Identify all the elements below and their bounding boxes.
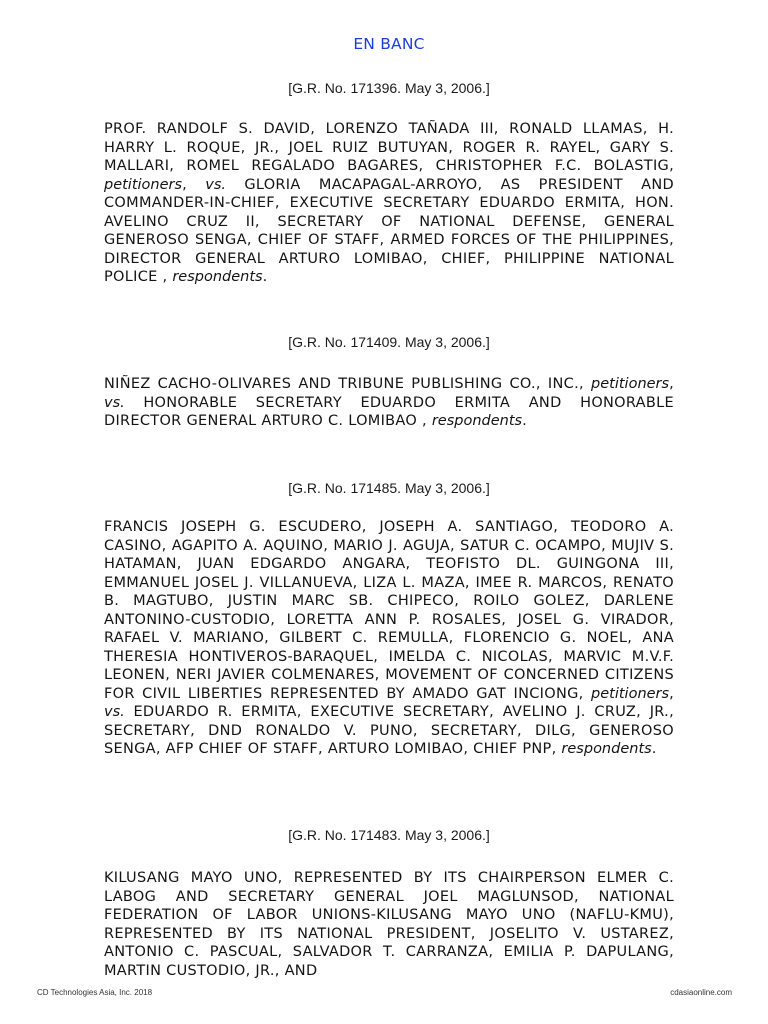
versus-label: vs.: [104, 704, 125, 720]
case-number: [G.R. No. 171409. May 3, 2006.]: [288, 334, 490, 350]
respondents-label: respondents: [172, 269, 263, 285]
petitioners-label: petitioners: [591, 685, 670, 702]
petitioners-names: FRANCIS JOSEPH G. ESCUDERO, JOSEPH A. SANTIAGO, TEODORO A. CASINO, AGAPITO A. AQUINO, MARIO J. AGUJA, SATUR C. OCAMPO, MUJIV S. HATAMAN, JUAN EDGARDO ANGARA, TEOFISTO DL. GUINGONA III, EMMANUEL JOSEL J. VILLANUEVA, LIZA L. MAZA, IMEE R. MARCOS, RENATO B. MAGTUBO, JUSTIN MARC SB. CHIPECO, ROILO GOLEZ, DARLENE ANTONINO-CUSTODIO, LORETTA ANN P. ROSALES, JOSEL G. VIRADOR, RAFAEL V. MARIANO, GILBERT C. REMULLA, FLORENCIO G. NOEL, ANA THERESIA HONTIVEROS-BARAQUEL, IMELDA C. NICOLAS, MARVIC M.V.F. LEONEN, NERI JAVIER COLMENARES, MOVEMENT OF CONCERNED CITIZENS FOR CIVIL LIBERTIES REPRESENTED BY AMADO GAT INCIONG,: [104, 519, 674, 702]
case-number: [G.R. No. 171485. May 3, 2006.]: [288, 480, 490, 496]
respondents-names: GLORIA MACAPAGAL-ARROYO, AS PRESIDENT AND COMMANDER-IN-CHIEF, EXECUTIVE SECRETARY EDUARDO ERMITA, HON. AVELINO CRUZ II, SECRETARY OF NATIONAL DEFENSE, GENERAL GENEROSO SENGA, CHIEF OF STAFF, ARMED FORCES OF THE PHILIPPINES, DIRECTOR GENERAL ARTURO LOMIBAO, CHIEF, PHILIPPINE NATIONAL POLICE ,: [104, 176, 674, 285]
versus-label: vs.: [104, 394, 125, 411]
case-parties: FRANCIS JOSEPH G. ESCUDERO, JOSEPH A. SANTIAGO, TEODORO A. CASINO, AGAPITO A. AQUINO, MARIO J. AGUJA, SATUR C. OCAMPO, MUJIV S. HATAMAN, JUAN EDGARDO ANGARA, TEOFISTO DL. GUINGONA III, EMMANUEL JOSEL J. VILLANUEVA, LIZA L. MAZA, IMEE R. MARCOS, RENATO B. MAGTUBO, JUSTIN MARC SB. CHIPECO, ROILO GOLEZ, DARLENE ANTONINO-CUSTODIO, LORETTA ANN P. ROSALES, JOSEL G. VIRADOR, RAFAEL V. MARIANO, GILBERT C. REMULLA, FLORENCIO G. NOEL, ANA THERESIA HONTIVEROS-BARAQUEL, IMELDA C. NICOLAS, MARVIC M.V.F. LEONEN, NERI JAVIER COLMENARES, MOVEMENT OF CONCERNED CITIZENS FOR CIVIL LIBERTIES REPRESENTED BY AMADO GAT INCIONG, petitioners, vs. EDUARDO R. ERMITA, EXECUTIVE SECRETARY, AVELINO J. CRUZ, JR., SECRETARY, DND RONALDO V. PUNO, SECRETARY, DILG, GENEROSO SENGA, AFP CHIEF OF STAFF, ARTURO LOMIBAO, CHIEF PNP, respondents.: [104, 519, 674, 757]
petitioners-names: KILUSANG MAYO UNO, REPRESENTED BY ITS CHAIRPERSON ELMER C. LABOG AND SECRETARY GENERAL JOEL MAGLUNSOD, NATIONAL FEDERATION OF LABOR UNIONS-KILUSANG MAYO UNO (NAFLU-KMU), REPRESENTED BY ITS NATIONAL PRESIDENT, JOSELITO V. USTAREZ, ANTONIO C. PASCUAL, SALVADOR T. CARRANZA, EMILIA P. DAPULANG, MARTIN CUSTODIO, JR., AND: [104, 870, 674, 979]
case-parties: PROF. RANDOLF S. DAVID, LORENZO TAÑADA III, RONALD LLAMAS, H. HARRY L. ROQUE, JR., JOEL RUIZ BUTUYAN, ROGER R. RAYEL, GARY S. MALLARI, ROMEL REGALADO BAGARES, CHRISTOPHER F.C. BOLASTIG, petitioners, vs. GLORIA MACAPAGAL-ARROYO, AS PRESIDENT AND COMMANDER-IN-CHIEF, EXECUTIVE SECRETARY EDUARDO ERMITA, HON. AVELINO CRUZ II, SECRETARY OF NATIONAL DEFENSE, GENERAL GENEROSO SENGA, CHIEF OF STAFF, ARMED FORCES OF THE PHILIPPINES, DIRECTOR GENERAL ARTURO LOMIBAO, CHIEF, PHILIPPINE NATIONAL POLICE , respondents.: [104, 121, 674, 285]
petitioners-label: petitioners: [104, 176, 183, 193]
petitioners-label: petitioners: [591, 376, 670, 392]
footer-publisher: CD Technologies Asia, Inc. 2018: [37, 988, 153, 997]
court-division-heading: EN BANC: [353, 35, 425, 53]
case-number: [G.R. No. 171483. May 3, 2006.]: [288, 827, 490, 843]
versus-label: vs.: [205, 176, 227, 193]
petitioners-names: NIÑEZ CACHO-OLIVARES AND TRIBUNE PUBLISHING CO., INC.,: [104, 376, 584, 392]
footer-website: cdasiaonline.com: [670, 988, 732, 997]
respondents-label: respondents: [561, 741, 652, 757]
respondents-label: respondents: [431, 413, 523, 429]
respondents-names: HONORABLE SECRETARY EDUARDO ERMITA AND HONORABLE DIRECTOR GENERAL ARTURO C. LOMIBAO ,: [104, 394, 674, 429]
case-parties: [104, 869, 674, 980]
case-parties: NIÑEZ CACHO-OLIVARES AND TRIBUNE PUBLISHING CO., INC., petitioners, vs. HONORABLE SECRETARY EDUARDO ERMITA AND HONORABLE DIRECTOR GENERAL ARTURO C. LOMIBAO , respondents.: [104, 376, 674, 429]
case-number: [G.R. No. 171396. May 3, 2006.]: [288, 80, 490, 96]
respondents-names: EDUARDO R. ERMITA, EXECUTIVE SECRETARY, AVELINO J. CRUZ, JR., SECRETARY, DND RONALDO V. PUNO, SECRETARY, DILG, GENEROSO SENGA, AFP CHIEF OF STAFF, ARTURO LOMIBAO, CHIEF PNP,: [104, 704, 674, 757]
petitioners-names: PROF. RANDOLF S. DAVID, LORENZO TAÑADA III, RONALD LLAMAS, H. HARRY L. ROQUE, JR., JOEL RUIZ BUTUYAN, ROGER R. RAYEL, GARY S. MALLARI, ROMEL REGALADO BAGARES, CHRISTOPHER F.C. BOLASTIG,: [104, 121, 674, 174]
